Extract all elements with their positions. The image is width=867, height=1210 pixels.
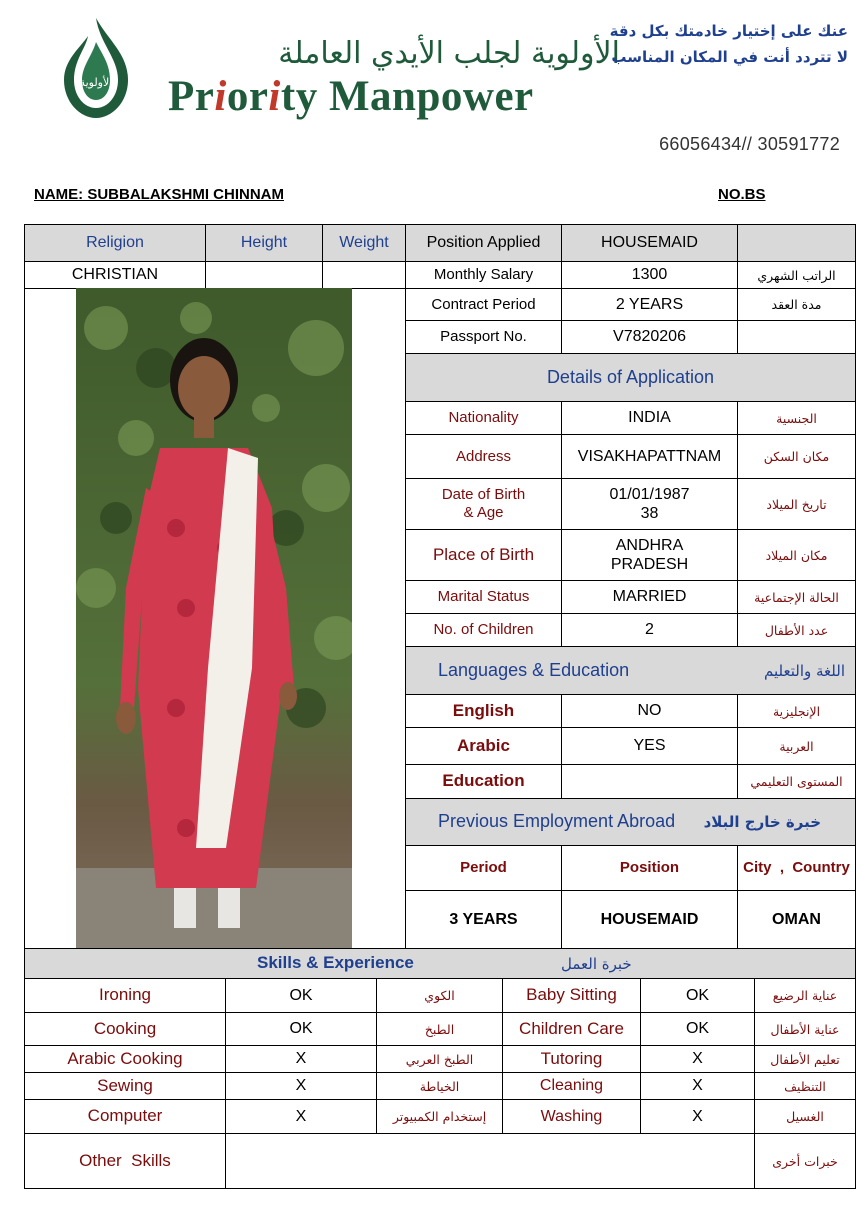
monthly-salary-ar: الراتب الشهري xyxy=(737,261,856,289)
skill-value: OK xyxy=(225,1012,377,1046)
svg-text:الأولوية: الأولوية xyxy=(79,76,113,89)
arabic-value: YES xyxy=(561,727,738,765)
skill-label: Cleaning xyxy=(502,1072,641,1100)
brand-name-arabic: الأولوية لجلب الأيدي العاملة xyxy=(278,36,620,71)
skills-title-ar: خبرة العمل xyxy=(561,954,632,973)
education-value xyxy=(561,764,738,799)
skill-label: Arabic Cooking xyxy=(24,1045,226,1073)
slogan-line-2: لا تتردد أنت في المكان المناسب xyxy=(611,48,848,66)
languages-section-header xyxy=(405,646,856,695)
children-value: 2 xyxy=(561,613,738,647)
skill-value: X xyxy=(640,1072,755,1100)
height-value xyxy=(205,261,323,289)
skill-value: OK xyxy=(640,978,755,1013)
details-section-header: Details of Application xyxy=(405,353,856,402)
employment-section-header xyxy=(405,798,856,846)
children-label: No. of Children xyxy=(405,613,562,647)
pob-value-line2: PRADESH xyxy=(610,556,689,573)
employment-position-value: HOUSEMAID xyxy=(561,890,738,949)
dob-ar: تاريخ الميلاد xyxy=(737,478,856,530)
weight-label: Weight xyxy=(322,224,406,262)
employment-title: Previous Employment Abroad xyxy=(438,811,676,832)
contract-period-label: Contract Period xyxy=(405,288,562,321)
brand-name-english xyxy=(168,72,534,121)
slogan-line-1: عنك على إختيار خادمتك بكل دقة xyxy=(609,22,848,40)
candidate-photo xyxy=(76,288,352,948)
brand-name-english-text: Priority Manpower xyxy=(168,73,534,120)
religion-value: CHRISTIAN xyxy=(24,261,206,289)
english-ar: الإنجليزية xyxy=(737,694,856,728)
marital-status-ar: الحالة الإجتماعية xyxy=(737,580,856,614)
children-ar: عدد الأطفال xyxy=(737,613,856,647)
position-applied-value: HOUSEMAID xyxy=(561,224,738,262)
passport-value: V7820206 xyxy=(561,320,738,354)
dob-label-line1: Date of Birth xyxy=(441,486,526,503)
english-value: NO xyxy=(561,694,738,728)
skill-label: Washing xyxy=(502,1099,641,1134)
passport-ar xyxy=(737,320,856,354)
marital-status-value: MARRIED xyxy=(561,580,738,614)
employment-period-value: 3 YEARS xyxy=(405,890,562,949)
skill-value: X xyxy=(225,1099,377,1134)
contract-period-ar: مدة العقد xyxy=(737,288,856,321)
skills-title: Skills & Experience xyxy=(257,953,414,973)
skill-ar: التنظيف xyxy=(754,1072,856,1100)
monthly-salary-label: Monthly Salary xyxy=(405,261,562,289)
skill-value: X xyxy=(640,1045,755,1073)
pob-ar: مكان الميلاد xyxy=(737,529,856,581)
skill-ar: الغسيل xyxy=(754,1099,856,1134)
skill-ar: عناية الرضيع xyxy=(754,978,856,1013)
position-applied-label: Position Applied xyxy=(405,224,562,262)
employment-country-value: OMAN xyxy=(737,890,856,949)
candidate-number: NO.BS xyxy=(718,186,766,203)
contract-period-value: 2 YEARS xyxy=(561,288,738,321)
education-label: Education xyxy=(405,764,562,799)
weight-value xyxy=(322,261,406,289)
position-applied-ar xyxy=(737,224,856,262)
arabic-label: Arabic xyxy=(405,727,562,765)
dob-value-date: 01/01/1987 xyxy=(609,485,690,503)
skill-label: Tutoring xyxy=(502,1045,641,1073)
religion-label: Religion xyxy=(24,224,206,262)
pob-value-line1: ANDHRA xyxy=(615,536,684,554)
dob-label xyxy=(405,478,562,530)
other-skills-label: Other Skills xyxy=(24,1133,226,1189)
skill-ar: عناية الأطفال xyxy=(754,1012,856,1046)
candidate-name: NAME: SUBBALAKSHMI CHINNAM xyxy=(34,186,284,203)
skill-value: X xyxy=(225,1045,377,1073)
employment-col-position: Position xyxy=(561,845,738,891)
pob-value xyxy=(561,529,738,581)
skill-ar: إستخدام الكمبيوتر xyxy=(376,1099,503,1134)
skill-value: OK xyxy=(640,1012,755,1046)
dob-value-age: 38 xyxy=(640,505,659,522)
employment-col-city: City , Country xyxy=(737,845,856,891)
dob-value xyxy=(561,478,738,530)
skill-value: OK xyxy=(225,978,377,1013)
nationality-ar: الجنسية xyxy=(737,401,856,435)
monthly-salary-value: 1300 xyxy=(561,261,738,289)
employment-title-ar: خبرة خارج البلاد xyxy=(703,813,821,831)
address-ar: مكان السكن xyxy=(737,434,856,479)
skill-value: X xyxy=(640,1099,755,1134)
dob-label-line2: & Age xyxy=(463,504,504,521)
company-logo xyxy=(50,14,142,126)
languages-title-ar: اللغة والتعليم xyxy=(764,661,845,680)
skill-label: Ironing xyxy=(24,978,226,1013)
skills-section-header xyxy=(24,948,856,979)
skill-ar: الطبخ xyxy=(376,1012,503,1046)
languages-title: Languages & Education xyxy=(438,659,630,680)
address-value: VISAKHAPATTNAM xyxy=(561,434,738,479)
address-label: Address xyxy=(405,434,562,479)
pob-label: Place of Birth xyxy=(405,529,562,581)
education-ar: المستوى التعليمي xyxy=(737,764,856,799)
height-label: Height xyxy=(205,224,323,262)
other-skills-value xyxy=(225,1133,755,1189)
skill-label: Children Care xyxy=(502,1012,641,1046)
passport-label: Passport No. xyxy=(405,320,562,354)
other-skills-ar: خبرات أخرى xyxy=(754,1133,856,1189)
marital-status-label: Marital Status xyxy=(405,580,562,614)
skill-label: Sewing xyxy=(24,1072,226,1100)
skill-label: Computer xyxy=(24,1099,226,1134)
skill-value: X xyxy=(225,1072,377,1100)
phone-numbers: 66056434// 30591772 xyxy=(659,134,840,154)
skill-label: Cooking xyxy=(24,1012,226,1046)
skill-label: Baby Sitting xyxy=(502,978,641,1013)
skill-ar: الكوي xyxy=(376,978,503,1013)
arabic-ar: العربية xyxy=(737,727,856,765)
employment-col-period: Period xyxy=(405,845,562,891)
nationality-value: INDIA xyxy=(561,401,738,435)
skill-ar: الطبخ العربي xyxy=(376,1045,503,1073)
nationality-label: Nationality xyxy=(405,401,562,435)
skill-ar: تعليم الأطفال xyxy=(754,1045,856,1073)
english-label: English xyxy=(405,694,562,728)
skill-ar: الخياطة xyxy=(376,1072,503,1100)
